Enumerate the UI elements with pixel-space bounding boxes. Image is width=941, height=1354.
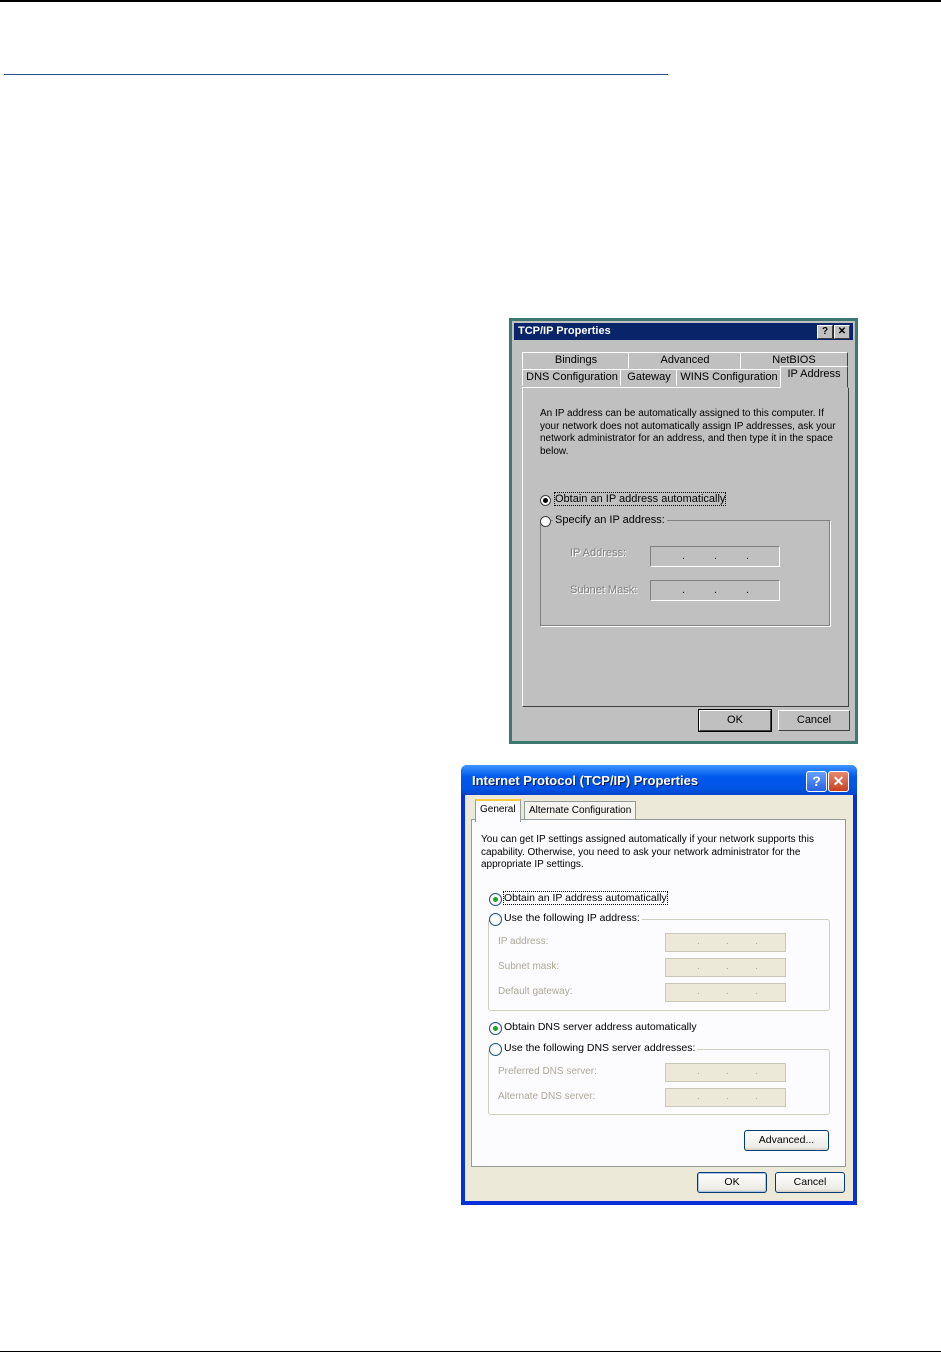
page-bottom-rule (0, 1351, 941, 1352)
tab-alternate-configuration[interactable]: Alternate Configuration (524, 801, 636, 820)
win98-title-text: TCP/IP Properties (518, 325, 611, 337)
tab-dns-configuration[interactable]: DNS Configuration (522, 369, 622, 386)
manual-dns-group (488, 1049, 830, 1115)
default-gateway-field[interactable]: . . . (665, 983, 786, 1002)
win98-tcpip-dialog (509, 318, 858, 744)
specify-ip-group (540, 520, 830, 626)
label-obtain-dns-auto[interactable]: Obtain DNS server address automatically (504, 1021, 697, 1033)
radio-specify-ip[interactable] (540, 516, 551, 527)
win98-title-bar (514, 323, 853, 340)
winxp-tcpip-dialog (461, 765, 857, 1205)
radio-manual-dns[interactable] (489, 1043, 502, 1056)
tab-advanced[interactable]: Advanced (628, 352, 742, 369)
default-gateway-label: Default gateway: (498, 986, 573, 997)
win98-ip-address-panel (522, 387, 849, 707)
win98-description: An IP address can be automatically assigned to this computer. If your network does not automatically assign IP addresses, ask your network administrator for an address, and then type it in the space below. (540, 408, 836, 457)
ok-button[interactable]: OK (699, 710, 771, 731)
tab-ip-address[interactable]: IP Address (780, 366, 848, 388)
ip-address-label: IP address: (498, 936, 549, 947)
tab-gateway[interactable]: Gateway (620, 369, 678, 386)
winxp-title-text: Internet Protocol (TCP/IP) Properties (472, 773, 699, 788)
win98-dialog-body (512, 321, 855, 741)
label-manual-ip[interactable]: Use the following IP address: (504, 912, 640, 924)
ip-address-field[interactable]: . . . (650, 546, 780, 567)
radio-selected-dot (493, 1026, 498, 1031)
radio-obtain-dns-auto[interactable] (489, 1022, 502, 1035)
manual-ip-group (488, 919, 830, 1011)
close-icon[interactable]: ✕ (834, 325, 850, 339)
radio-selected-dot (493, 897, 498, 902)
winxp-general-panel (471, 819, 846, 1167)
tab-bindings[interactable]: Bindings (522, 352, 630, 369)
winxp-dialog-body (465, 795, 853, 1201)
radio-manual-ip[interactable] (489, 913, 502, 926)
help-icon[interactable]: ? (806, 771, 827, 792)
tab-netbios[interactable]: NetBIOS (740, 352, 848, 369)
cancel-button[interactable]: Cancel (775, 1172, 845, 1193)
advanced-button[interactable]: Advanced... (744, 1130, 829, 1151)
label-specify-ip[interactable]: Specify an IP address: (555, 514, 665, 526)
ip-address-label: IP Address: (570, 547, 627, 559)
tab-wins-configuration[interactable]: WINS Configuration (676, 369, 782, 386)
cancel-button[interactable]: Cancel (778, 710, 850, 731)
page-top-rule (0, 0, 941, 2)
radio-obtain-ip-auto[interactable] (489, 893, 502, 906)
radio-selected-dot (543, 498, 548, 503)
close-icon[interactable]: ✕ (828, 771, 849, 792)
subnet-mask-field[interactable]: . . . (650, 580, 780, 601)
label-obtain-ip-auto[interactable]: Obtain an IP address automatically (504, 892, 667, 904)
alternate-dns-field[interactable]: . . . (665, 1088, 786, 1107)
help-icon[interactable]: ? (817, 325, 833, 339)
ip-address-field[interactable]: . . . (665, 933, 786, 952)
subnet-mask-label: Subnet Mask: (570, 584, 638, 596)
winxp-title-bar (461, 765, 857, 795)
alternate-dns-label: Alternate DNS server: (498, 1091, 596, 1102)
subnet-mask-field[interactable]: . . . (665, 958, 786, 977)
radio-obtain-ip-auto[interactable] (540, 495, 551, 506)
preferred-dns-label: Preferred DNS server: (498, 1066, 597, 1077)
preferred-dns-field[interactable]: . . . (665, 1063, 786, 1082)
winxp-description: You can get IP settings assigned automatically if your network supports this capability. Otherwise, you need to ask your network administrator for the appropriate IP settings. (481, 834, 814, 870)
label-manual-dns[interactable]: Use the following DNS server addresses: (504, 1042, 696, 1054)
tab-general[interactable]: General (475, 799, 521, 822)
label-obtain-ip-auto[interactable]: Obtain an IP address automatically (555, 493, 726, 505)
header-underline (4, 74, 668, 75)
ok-button[interactable]: OK (697, 1172, 767, 1193)
subnet-mask-label: Subnet mask: (498, 961, 560, 972)
